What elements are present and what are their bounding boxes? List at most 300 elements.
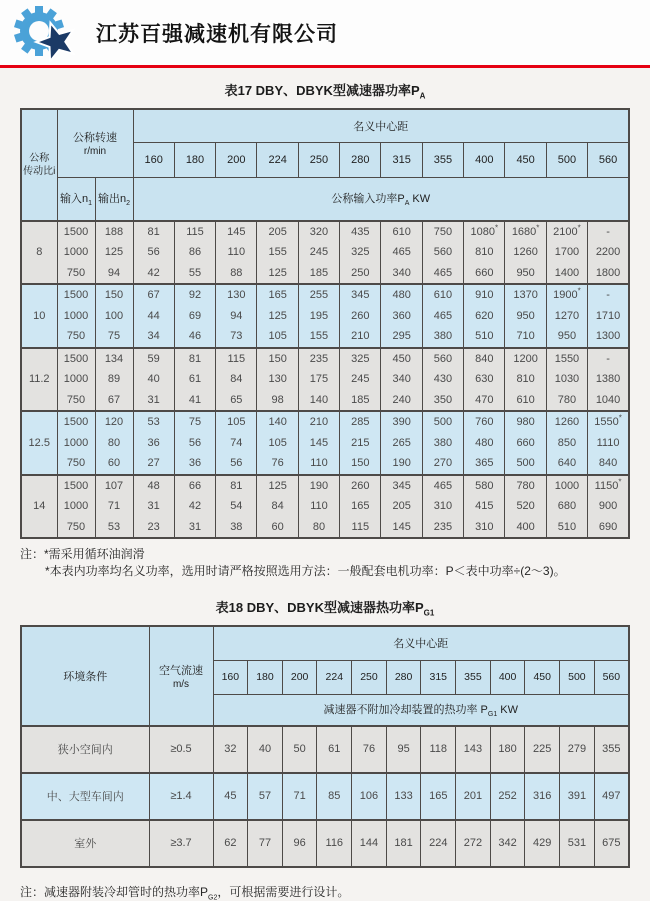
center-distance-value: 400	[464, 142, 505, 177]
power-cell	[546, 348, 587, 412]
n1-speed-value: 750	[66, 520, 86, 533]
power-cell	[257, 284, 298, 348]
power-value: 465	[392, 246, 411, 259]
power-value: 1300	[595, 330, 621, 343]
power-value: 44	[147, 309, 160, 322]
n2-speed-value: 94	[107, 266, 121, 279]
power-value: 92	[188, 289, 202, 302]
table18-note	[20, 883, 630, 901]
thermal-power-value: 96	[282, 820, 317, 867]
power-value: 94	[230, 309, 243, 322]
power-value: 465	[433, 266, 453, 279]
power-value: 390	[392, 416, 411, 429]
n2-speed-value: 120	[104, 416, 124, 429]
power-cell	[133, 411, 174, 475]
ratio-group-row	[21, 475, 629, 539]
power-value: 365	[475, 457, 494, 470]
table17-header-row-3	[21, 177, 629, 221]
power-cell	[298, 284, 339, 348]
center-distance-value: 560	[588, 142, 629, 177]
site-header	[0, 0, 650, 68]
power-value: 56	[147, 246, 160, 259]
power-value: 165	[268, 289, 287, 302]
power-value: 110	[227, 246, 246, 259]
power-value: 630	[475, 373, 494, 386]
power-value: 115	[351, 520, 370, 533]
power-value: 48	[147, 479, 160, 492]
thermal-power-value: 181	[386, 820, 421, 867]
center-distance-value: 200	[216, 142, 257, 177]
thermal-power-value: 40	[248, 726, 283, 773]
power-cell	[505, 284, 546, 348]
power-cell	[381, 411, 422, 475]
ratio-header-line1: 公称	[29, 152, 50, 164]
power-cell	[133, 475, 174, 539]
power-value: 40	[147, 373, 160, 386]
power-cell	[174, 284, 215, 348]
n1-speed-value: 1500	[63, 289, 89, 302]
n1-speed-cell	[57, 348, 95, 412]
power-value: 380	[433, 436, 453, 449]
power-value: 680	[557, 500, 577, 513]
power-value: 86	[188, 246, 202, 259]
power-value: 55	[188, 266, 202, 279]
power-value: 38	[230, 520, 243, 533]
table18-title-text: 表18 DBY、DBYK型减速器热功率P	[215, 600, 424, 616]
power-value: 145	[309, 436, 329, 449]
power-cell	[464, 411, 505, 475]
power-cell	[381, 221, 422, 285]
power-value: 640	[557, 457, 577, 470]
power-value: 980	[516, 416, 535, 429]
thermal-power-value: 180	[490, 726, 525, 773]
power-value: 140	[309, 393, 329, 406]
power-cell	[174, 348, 215, 412]
power-value: 560	[433, 246, 453, 259]
power-value: 115	[186, 225, 204, 238]
power-value: 510	[475, 330, 494, 343]
power-value: 145	[227, 225, 246, 238]
power-value: 350	[433, 393, 453, 406]
power-value: 205	[392, 500, 411, 513]
power-label-subscript: A	[404, 200, 410, 208]
power-value: 250	[351, 266, 370, 279]
page-content	[0, 68, 650, 901]
n1-speed-value: 1000	[63, 246, 89, 259]
thermal-power-value: 272	[456, 820, 491, 867]
power-value: 84	[230, 373, 243, 386]
n1-speed-value: 750	[66, 330, 86, 343]
n1-speed-value: 1000	[63, 436, 89, 449]
n2-speed-value: 53	[107, 520, 121, 533]
power-value: 255	[309, 289, 329, 302]
center-distance-value: 224	[257, 142, 298, 177]
power-value: 325	[351, 352, 370, 365]
environment-value: 室外	[21, 820, 149, 867]
power-value: 1700	[554, 246, 580, 259]
thermal-power-value: 85	[317, 773, 352, 820]
power-value: 295	[392, 330, 411, 343]
thermal-power-value: 77	[248, 820, 283, 867]
power-value: 450	[392, 352, 411, 365]
power-cell	[298, 221, 339, 285]
power-cell	[340, 475, 381, 539]
n1-speed-value: 1000	[63, 500, 89, 513]
power-cell	[216, 348, 257, 412]
power-value: 345	[392, 479, 411, 492]
thermal-power-value: 429	[525, 820, 560, 867]
power-value: 345	[351, 289, 370, 302]
power-cell	[422, 475, 463, 539]
thermal-power-value: 133	[386, 773, 421, 820]
power-value: 46	[188, 330, 202, 343]
power-value: 1030	[554, 373, 580, 386]
ratio-value: 12.5	[21, 411, 57, 475]
n2-speed-value: 71	[107, 500, 121, 513]
n2-speed-value: 60	[107, 457, 121, 470]
power-value: 580	[475, 479, 494, 492]
power-cell	[257, 221, 298, 285]
power-value: 850	[557, 436, 577, 449]
power-cell	[174, 221, 215, 285]
power-cell	[505, 221, 546, 285]
power-value: 215	[351, 436, 370, 449]
center-distance-value: 450	[525, 660, 560, 694]
n2-speed-cell	[95, 348, 133, 412]
power-value: 67	[147, 289, 160, 302]
speed-unit: r/min	[83, 146, 107, 158]
power-value: 1110	[596, 436, 620, 449]
ratio-group-row	[21, 411, 629, 475]
table17-header-row-1	[21, 109, 629, 143]
power-value: 285	[351, 416, 370, 429]
thermal-power-label-unit: KW	[497, 704, 519, 717]
power-cell	[174, 475, 215, 539]
environment-value: 中、大型车间内	[21, 773, 149, 820]
input-subscript: 1	[88, 200, 93, 208]
ratio-value: 14	[21, 475, 57, 539]
circulating-oil-marker: *	[618, 476, 622, 486]
power-cell	[340, 411, 381, 475]
n2-speed-value: 188	[104, 225, 124, 238]
center-distance-value: 355	[422, 142, 463, 177]
input-speed-header	[57, 177, 95, 221]
power-value: 900	[598, 500, 618, 513]
ratio-value: 11.2	[21, 348, 57, 412]
table17-title	[0, 80, 650, 101]
power-cell	[588, 284, 629, 348]
table17-notes	[20, 546, 630, 580]
airflow-label: 空气流速	[159, 664, 203, 677]
center-distance-value: 180	[174, 142, 215, 177]
ratio-header-line2: 传动比i	[23, 165, 56, 177]
power-value: 125	[268, 266, 287, 279]
power-value: 36	[188, 457, 202, 470]
power-cell	[588, 348, 629, 412]
power-value: 810	[516, 373, 535, 386]
power-value: 210	[351, 330, 370, 343]
center-distance-value: 560	[594, 660, 629, 694]
power-cell	[381, 284, 422, 348]
power-value: 42	[188, 500, 202, 513]
thermal-power-value: 165	[421, 773, 456, 820]
power-cell	[298, 475, 339, 539]
center-distance-value: 315	[381, 142, 422, 177]
power-value: 195	[309, 309, 329, 322]
power-value: 115	[227, 352, 246, 365]
thermal-power-value: 95	[386, 726, 421, 773]
power-cell	[464, 221, 505, 285]
thermal-power-value: 531	[560, 820, 595, 867]
power-value: 1260	[513, 246, 538, 259]
power-value: 1900*	[553, 286, 581, 302]
power-value: 430	[433, 373, 453, 386]
n2-speed-value: 75	[107, 330, 121, 343]
power-value: 66	[188, 479, 202, 492]
power-cell	[216, 475, 257, 539]
power-value: 360	[392, 309, 411, 322]
power-value: 165	[351, 500, 370, 513]
power-value: 130	[268, 373, 287, 386]
power-value: 1000	[554, 479, 580, 492]
power-value: 950	[557, 330, 577, 343]
power-value: 620	[475, 309, 494, 322]
power-value: 435	[351, 225, 370, 238]
output-label: 输出n	[97, 193, 127, 205]
circulating-oil-marker: *	[577, 222, 581, 232]
power-value: 59	[147, 352, 160, 365]
power-cell	[298, 411, 339, 475]
power-value: 245	[309, 246, 329, 259]
power-cell	[546, 284, 587, 348]
power-value: 840	[475, 352, 494, 365]
power-value: 80	[312, 520, 326, 533]
table17-title-text: 表17 DBY、DBYK型减速器功率P	[224, 83, 420, 98]
power-value: 88	[230, 266, 243, 279]
power-value: 81	[147, 225, 160, 238]
power-value: 31	[147, 500, 160, 513]
output-speed-header	[95, 177, 133, 221]
environment-value: 狭小空间内	[21, 726, 149, 773]
thermal-power-value: 355	[594, 726, 629, 773]
power-value: 150	[351, 457, 370, 470]
power-value: 56	[188, 436, 202, 449]
airflow-value: ≥3.7	[149, 820, 213, 867]
power-value: 130	[227, 289, 246, 302]
power-value: 710	[516, 330, 535, 343]
thermal-power-value: 252	[490, 773, 525, 820]
power-value: 69	[188, 309, 202, 322]
power-value: 400	[516, 520, 535, 533]
power-value: 61	[188, 373, 202, 386]
power-value: 240	[392, 393, 411, 406]
center-distance-value: 200	[282, 660, 317, 694]
power-value: 54	[230, 500, 243, 513]
power-value: 1270	[554, 309, 580, 322]
power-cell	[422, 411, 463, 475]
environment-header-cell: 环境条件	[21, 626, 149, 726]
thermal-power-value: 391	[560, 773, 595, 820]
power-value: 270	[433, 457, 453, 470]
power-value: 81	[188, 352, 202, 365]
power-value: 520	[516, 500, 535, 513]
ratio-group-row	[21, 284, 629, 348]
power-value: 260	[351, 479, 370, 492]
airflow-header-cell	[149, 626, 213, 726]
thermal-power-value: 497	[594, 773, 629, 820]
power-table	[20, 108, 630, 540]
power-value: 1680*	[511, 222, 540, 238]
power-cell	[216, 284, 257, 348]
power-value: -	[606, 352, 610, 365]
power-value: 780	[516, 479, 535, 492]
thermal-power-value: 50	[282, 726, 317, 773]
thermal-power-value: 76	[352, 726, 387, 773]
power-cell	[257, 411, 298, 475]
ratio-value: 8	[21, 221, 57, 285]
thermal-power-value: 32	[213, 726, 248, 773]
environment-row	[21, 726, 629, 773]
company-logo-icon	[12, 4, 86, 62]
power-value: 325	[351, 246, 370, 259]
power-value: 500	[433, 416, 453, 429]
power-cell	[546, 475, 587, 539]
thermal-power-value: 144	[352, 820, 387, 867]
power-cell	[422, 284, 463, 348]
power-label-unit: KW	[409, 193, 431, 205]
n1-speed-value: 1500	[63, 416, 89, 429]
speed-label: 公称转速	[73, 132, 117, 145]
power-value: 660	[516, 436, 535, 449]
power-value: 480	[392, 289, 411, 302]
power-cell	[216, 411, 257, 475]
power-value: 185	[351, 393, 370, 406]
center-distance-value: 355	[456, 660, 491, 694]
center-distance-value: 250	[298, 142, 339, 177]
power-value: 750	[433, 225, 453, 238]
power-cell	[340, 284, 381, 348]
power-value: 1710	[595, 309, 621, 322]
power-value: 950	[516, 309, 535, 322]
power-value: 84	[271, 500, 284, 513]
power-value: 98	[271, 393, 284, 406]
bottom-note-suffix: ，可根据需要进行设计。	[217, 884, 350, 899]
power-value: 36	[147, 436, 160, 449]
power-value: 155	[268, 246, 287, 259]
center-distance-value: 500	[560, 660, 595, 694]
power-value: 190	[392, 457, 411, 470]
thermal-power-value: 316	[525, 773, 560, 820]
power-cell	[588, 475, 629, 539]
speed-header-cell	[57, 109, 133, 178]
power-cell	[588, 411, 629, 475]
airflow-unit: m/s	[172, 678, 190, 690]
power-value: 125	[268, 479, 287, 492]
power-value: 76	[271, 457, 284, 470]
n1-speed-cell	[57, 475, 95, 539]
thermal-power-value: 61	[317, 726, 352, 773]
power-value: 310	[475, 520, 494, 533]
thermal-power-value: 45	[213, 773, 248, 820]
power-value: 74	[230, 436, 243, 449]
power-value: 190	[309, 479, 329, 492]
power-value: 500	[516, 457, 535, 470]
power-value: 340	[392, 373, 411, 386]
environment-row	[21, 820, 629, 867]
power-cell	[505, 475, 546, 539]
power-value: 210	[309, 416, 329, 429]
table17-title-subscript: A	[419, 91, 426, 101]
ratio-group-row	[21, 221, 629, 285]
power-value: 840	[598, 457, 618, 470]
n1-speed-value: 750	[66, 457, 86, 470]
power-cell	[257, 475, 298, 539]
power-value: 73	[230, 330, 243, 343]
power-value: 610	[433, 289, 453, 302]
power-value: 145	[392, 520, 411, 533]
ratio-header-cell	[21, 109, 57, 221]
power-cell	[133, 348, 174, 412]
power-cell	[505, 411, 546, 475]
thermal-power-value: 342	[490, 820, 525, 867]
n2-speed-value: 89	[107, 373, 121, 386]
power-value: 320	[309, 225, 329, 238]
circulating-oil-marker: *	[536, 222, 540, 232]
power-value: -	[606, 225, 610, 238]
power-value: 105	[268, 436, 287, 449]
thermal-power-value: 106	[352, 773, 387, 820]
n2-speed-cell	[95, 284, 133, 348]
power-value: 1260	[554, 416, 580, 429]
power-value: 2200	[595, 246, 621, 259]
airflow-value: ≥1.4	[149, 773, 213, 820]
center-distance-value: 180	[248, 660, 283, 694]
center-distance-header: 名义中心距	[133, 109, 629, 143]
thermal-power-value: 57	[248, 773, 283, 820]
power-value: 510	[557, 520, 577, 533]
power-value: 480	[475, 436, 494, 449]
n2-speed-value: 100	[104, 309, 124, 322]
n2-speed-value: 125	[104, 246, 124, 259]
thermal-power-value: 224	[421, 820, 456, 867]
thermal-power-table	[20, 625, 630, 868]
power-value: 1080*	[470, 222, 499, 238]
power-value: 31	[147, 393, 160, 406]
power-cell	[216, 221, 257, 285]
power-value: 560	[433, 352, 453, 365]
circulating-oil-marker: *	[577, 286, 581, 296]
circulating-oil-marker: *	[494, 222, 499, 232]
airflow-value: ≥0.5	[149, 726, 213, 773]
power-value: 760	[475, 416, 494, 429]
n1-speed-value: 1000	[63, 373, 89, 386]
n1-speed-value: 1500	[63, 352, 89, 365]
power-value: 340	[392, 266, 411, 279]
center-distance-value: 450	[505, 142, 546, 177]
power-value: 1800	[595, 266, 621, 279]
thermal-power-value: 675	[594, 820, 629, 867]
thermal-power-value: 62	[213, 820, 248, 867]
power-cell	[381, 348, 422, 412]
power-value: 1400	[554, 266, 580, 279]
power-cell	[133, 284, 174, 348]
power-value: 27	[147, 457, 160, 470]
power-cell	[133, 221, 174, 285]
center-distance-value: 224	[317, 660, 352, 694]
n1-speed-value: 750	[66, 266, 86, 279]
thermal-power-label-subscript: G1	[487, 711, 498, 719]
input-label: 输入n	[59, 193, 89, 205]
